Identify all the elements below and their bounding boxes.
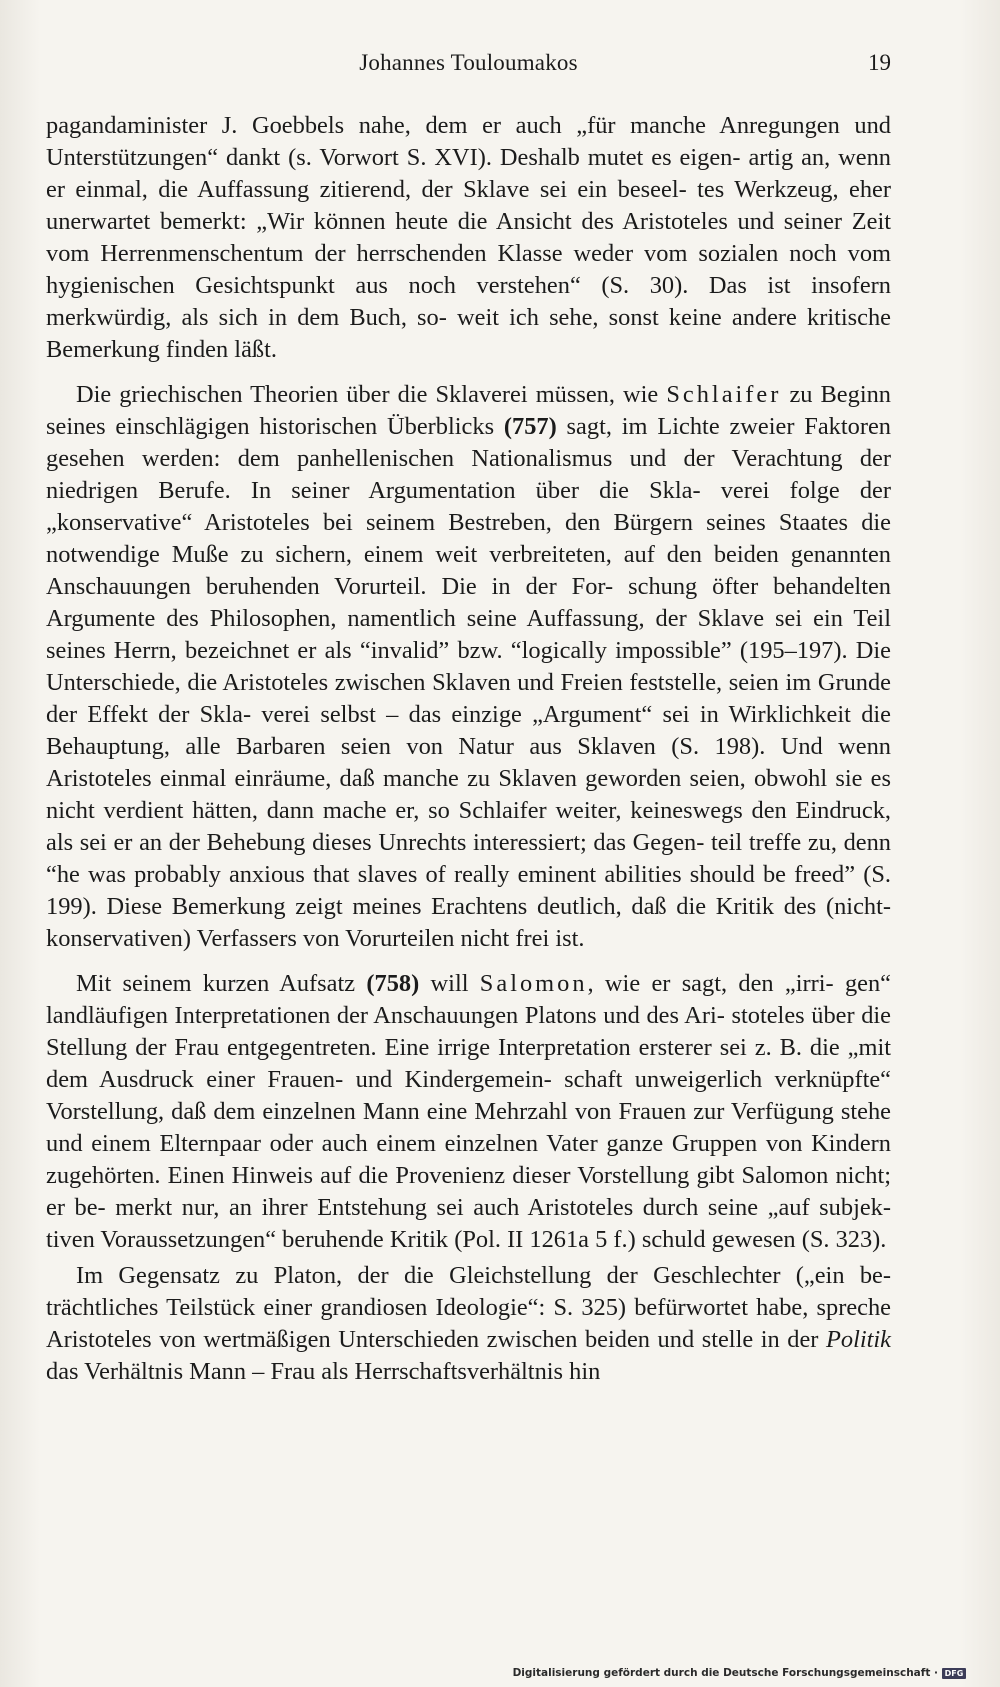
text-segment: Im Gegensatz zu Platon, der die Gleichstellung der Geschlechter („ein be- trächtliches Teilstück einer grandiosen Ideologie“: S. 325) befürwortet habe, spreche Aristoteles von wertmäßigen Unterschieden zwischen beiden und stelle in der — [46, 1262, 891, 1353]
page-number: 19 — [868, 50, 891, 75]
reference-number: (758) — [366, 970, 420, 997]
page-header — [46, 50, 891, 84]
text-segment: Mit seinem kurzen Aufsatz — [76, 970, 367, 997]
author-name-salomon: Salomon — [479, 970, 588, 997]
text-segment: sagt, im Lichte zweier Faktoren gesehen werden: dem panhellenischen Nationalismus und der Verachtung der niedrigen Berufe. In seiner Argumentation über die Skla- verei folge der „konservative“ Aristoteles bei seinem Bestreben, den Bürgern seines Staates die notwendige Muße zu sichern, einem weit verbreiteten, auf den beiden genannten Anschauungen beruhenden Vorurteil. Die in der For- schung öfter behandelten Argumente des Philosophen, namentlich seine Auffassung, der Sklave sei ein Teil seines Herrn, bezeichnet er als “invalid” bzw. “logically impossible” (195–197). Die Unterschiede, die Aristoteles zwischen Sklaven und Freien feststelle, seien im Grunde der Effekt der Skla- verei selbst – das einzige „Argument“ sei in Wirklichkeit die Behauptung, alle Barbaren seien von Natur aus Sklaven (S. 198). Und wenn Aristoteles einmal einräume, daß manche zu Sklaven geworden seien, obwohl sie es nicht verdient hätten, dann mache er, so Schlaifer weiter, keineswegs den Eindruck, als sei er an der Behebung dieses Unrechts interessiert; das Gegen- teil treffe zu, denn “he was probably anxious that slaves of really eminent abilities should be freed” (S. 199). Diese Bemerkung zeigt meines Erachtens deutlich, daß die Kritik des (nicht-konservativen) Verfassers von Vorurteilen nicht frei ist. — [46, 413, 891, 952]
text-segment: pagandaminister J. Goebbels nahe, dem er auch „für manche Anregungen und Unterstützungen“ dankt (s. Vorwort S. XVI). Deshalb mutet es eigen- artig an, wenn er einmal, die Auffassung zitierend, der Sklave sei ein beseel- tes Werkzeug, eher unerwartet bemerkt: „Wir können heute die Ansicht des Aristoteles und seiner Zeit vom Herrenmenschentum der herrschenden Klasse weder vom sozialen noch vom hygienischen Gesichtspunkt aus noch verstehen“ (S. 30). Das ist insofern merkwürdig, als sich in dem Buch, so- weit ich sehe, sonst keine andere kritische Bemerkung finden läßt. — [46, 112, 891, 363]
reference-number: (757) — [503, 413, 557, 440]
paragraph-1 — [46, 110, 891, 366]
text-segment: Die griechischen Theorien über die Sklaverei müssen, wie — [76, 381, 667, 408]
paragraph-2 — [46, 379, 891, 955]
text-segment: das Verhältnis Mann – Frau als Herrschaftsverhältnis hin — [46, 1358, 601, 1385]
paragraph-4 — [46, 1260, 891, 1388]
running-head: Johannes Touloumakos — [359, 50, 578, 75]
text-segment: , wie er sagt, den „irri- gen“ landläufigen Interpretationen der Anschauungen Platons und des Ari- stoteles über die Stellung der Frau entgegentreten. Eine irrige Interpretation ersterer sei z. B. die „mit dem Ausdruck einer Frauen- und Kindergemein- schaft unweigerlich verknüpfte“ Vorstellung, daß dem einzelnen Mann eine Mehrzahl von Frauen zur Verfügung stehe und einem Elternpaar oder auch einem einzelnen Vater ganze Gruppen von Kindern zugehörten. Einen Hinweis auf die Provenienz dieser Vorstellung gibt Salomon nicht; er be- merkt nur, an ihrer Entstehung sei auch Aristoteles durch seine „auf subjek- tiven Voraussetzungen“ beruhende Kritik (Pol. II 1261a 5 f.) schuld gewesen (S. 323). — [46, 970, 891, 1253]
dfg-logo-icon: DFG — [942, 1668, 966, 1679]
digitization-credit — [513, 1667, 966, 1679]
paragraph-3 — [46, 968, 891, 1256]
text-segment: zu Beginn seines einschlägigen historischen Überblicks — [46, 381, 891, 440]
work-title: Politik — [825, 1326, 891, 1353]
text-segment: will — [419, 970, 480, 997]
author-name-schlaifer: Schlaifer — [666, 381, 782, 408]
body-text — [46, 110, 891, 1388]
credit-text: Digitalisierung gefördert durch die Deutsche Forschungsgemeinschaft · — [512, 1667, 938, 1679]
